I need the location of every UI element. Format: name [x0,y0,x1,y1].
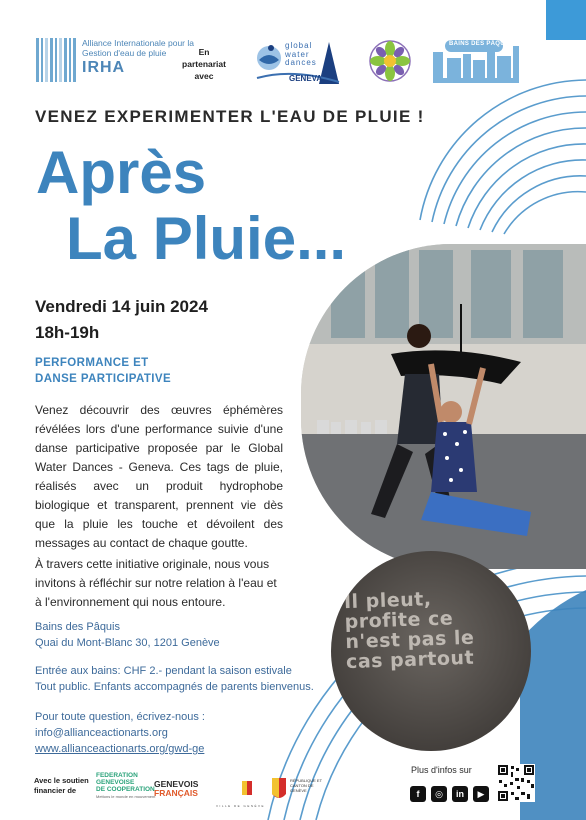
rain-tag-line-2: profite ce [344,607,454,634]
rain-tag-line-4: cas partout [345,646,475,674]
qr-code-icon[interactable] [497,764,535,802]
audience-note: Tout public. Enfants accompagnés de parents bienvenus. [35,681,314,693]
gwd-word-3: dances [285,58,317,67]
dancers-photo [301,244,586,569]
rain-tag-photo [331,551,531,751]
rain-tag-message [344,586,527,672]
gwd-geneva: GENEVA [289,74,323,83]
venue-address: Quai du Mont-Blanc 30, 1201 Genève [35,637,220,649]
flower-logo-icon [369,40,411,82]
event-category-line-1: PERFORMANCE ET [35,357,149,369]
title-line-1: Après [36,139,207,206]
venue-name: Bains des Pâquis [35,621,120,633]
linkedin-icon[interactable]: in [452,786,468,802]
sponsor-label: Avec le soutien financier de [34,776,89,795]
ville-de-geneve-text: VILLE DE GENÈVE [216,804,266,808]
title-line-2: La Pluie... [66,205,347,272]
event-category-line-2: DANSE PARTICIPATIVE [35,373,172,385]
fgc-line-1: FEDERATION [96,772,138,779]
description-paragraph-2: À travers cette initiative originale, nous vous invitons à réfléchir sur notre relation à l'eau et à l'environnement qui nous entoure. [35,557,277,609]
description-paragraph-1: Venez découvrir des œuvres éphémères révélées lors d'une performance suivie d'une danse participative proposée par le Global Water Dances - Geneva. Ces tags de pluie, réalisés avec un produit hydrophobe biologique et transparent, prennent vie dès que la pluie les touche et dévoilent des messages au contact de chaque goutte. [35,403,283,550]
irha-mark-icon [36,38,76,82]
partner-label: En partenariat avec [182,47,226,81]
contact-block [35,709,205,757]
gf-line-1: GENEVOIS [154,779,199,789]
venue-block [35,619,220,651]
event-date: Vendredi 14 juin 2024 [35,297,208,316]
website-link[interactable]: www.allianceactionarts.org/gwd-ge [35,743,205,755]
fgc-logo [96,772,155,800]
bains-des-paquis-logo [433,38,519,86]
canton-geneve-text: RÉPUBLIQUE ET CANTON DE GENÈVE [290,778,322,793]
instagram-icon[interactable]: ◎ [431,786,447,802]
fgc-line-3: DE COOPERATION [96,786,155,793]
gf-line-2: FRANÇAIS [154,788,198,798]
fgc-line-2: GENEVOISE [96,779,135,786]
fgc-tagline: Mettons le monde en mouvement [96,794,156,799]
youtube-icon[interactable]: ▶ [473,786,489,802]
rain-tag-line-3: n'est pas le [345,626,475,654]
ville-de-geneve-crest-icon [214,779,254,805]
gwd-word-2: water [285,49,310,59]
more-info-label: Plus d'infos sur [411,765,472,775]
irha-acronym: IRHA [82,59,126,76]
entry-block [35,663,314,695]
gwd-word-1: global [285,41,313,50]
event-category [35,355,171,387]
event-time: 18h-19h [35,323,100,342]
contact-prompt: Pour toute question, écrivez-nous : [35,711,205,723]
global-water-dances-logo [253,38,345,86]
irha-full-name: Alliance Internationale pour la Gestion d'eau de pluie [82,38,194,58]
headline: VENEZ EXPERIMENTER L'EAU DE PLUIE ! [35,107,425,126]
social-links [410,786,489,802]
bains-logo-text: BAINS DES PÂQUIS [449,41,512,47]
rain-tag-line-1: Il pleut, [343,588,432,614]
contact-email[interactable]: info@allianceactionarts.org [35,727,168,739]
corner-accent [546,0,586,40]
genevois-francais-logo [154,780,198,798]
facebook-icon[interactable]: f [410,786,426,802]
entry-fee: Entrée aux bains: CHF 2.- pendant la saison estivale [35,665,292,677]
